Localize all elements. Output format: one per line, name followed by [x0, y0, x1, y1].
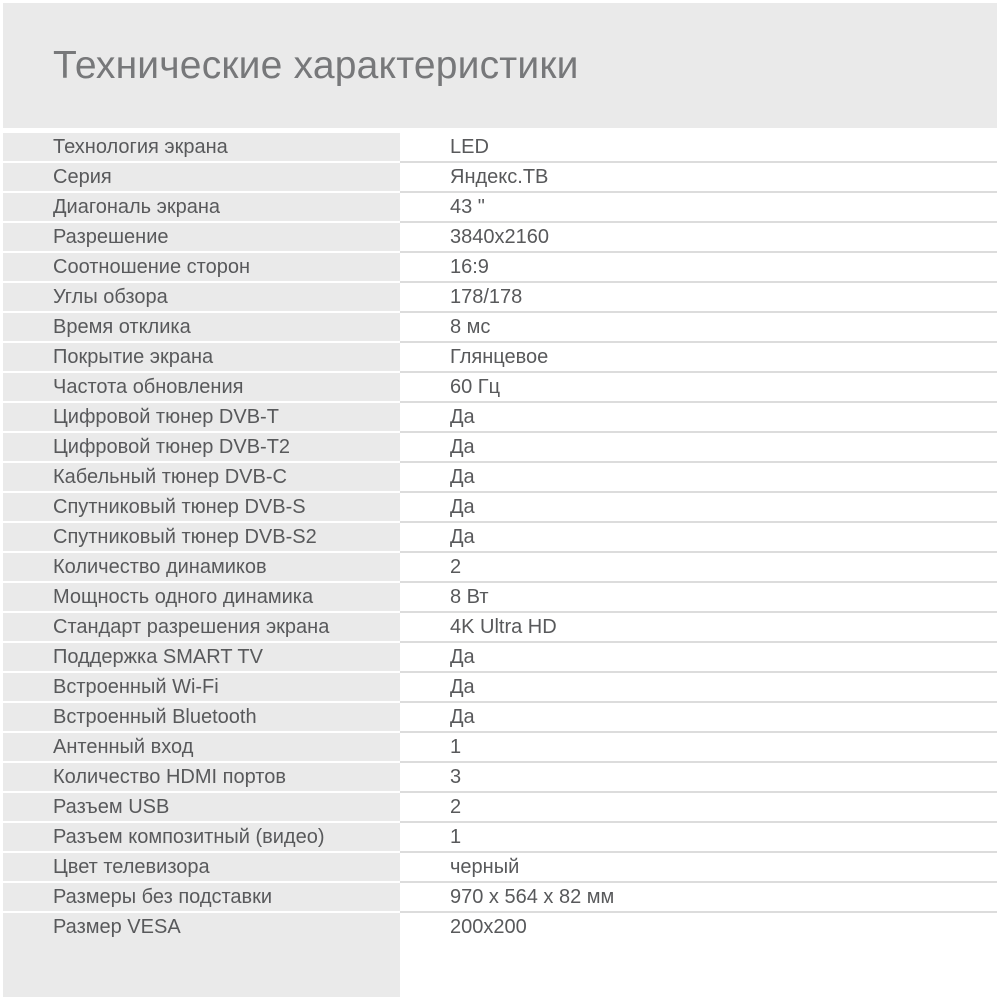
- spec-label: Размеры без подставки: [3, 883, 400, 913]
- spec-row: [3, 133, 997, 163]
- spec-label: Время отклика: [3, 313, 400, 343]
- spec-label: Спутниковый тюнер DVB-S2: [3, 523, 400, 553]
- spec-value: 4K Ultra HD: [400, 613, 997, 643]
- spec-label: Диагональ экрана: [3, 193, 400, 223]
- page-title: Технические характеристики: [53, 44, 579, 87]
- spec-value: Да: [400, 523, 997, 553]
- spec-label: Покрытие экрана: [3, 343, 400, 373]
- spec-label: Встроенный Wi-Fi: [3, 673, 400, 703]
- spec-row: [3, 853, 997, 883]
- spec-value: черный: [400, 853, 997, 883]
- spec-value: 1: [400, 823, 997, 853]
- spec-row: [3, 913, 997, 997]
- specs-header: [3, 3, 997, 128]
- spec-value: 8 Вт: [400, 583, 997, 613]
- spec-row: [3, 253, 997, 283]
- spec-label: Серия: [3, 163, 400, 193]
- spec-label: Углы обзора: [3, 283, 400, 313]
- spec-label: Частота обновления: [3, 373, 400, 403]
- spec-label: Встроенный Bluetooth: [3, 703, 400, 733]
- spec-row: [3, 523, 997, 553]
- spec-label: Разрешение: [3, 223, 400, 253]
- spec-value: 178/178: [400, 283, 997, 313]
- spec-value: LED: [400, 133, 997, 163]
- spec-row: [3, 283, 997, 313]
- spec-row: [3, 883, 997, 913]
- spec-label: Размер VESA: [3, 913, 400, 997]
- spec-label: Поддержка SMART TV: [3, 643, 400, 673]
- spec-row: [3, 403, 997, 433]
- spec-row: [3, 223, 997, 253]
- spec-label: Технология экрана: [3, 133, 400, 163]
- spec-row: [3, 763, 997, 793]
- spec-row: [3, 733, 997, 763]
- spec-row: [3, 583, 997, 613]
- spec-row: [3, 163, 997, 193]
- spec-value: Да: [400, 643, 997, 673]
- spec-value: 970 x 564 x 82 мм: [400, 883, 997, 913]
- spec-label: Разъем композитный (видео): [3, 823, 400, 853]
- spec-row: [3, 643, 997, 673]
- spec-row: [3, 373, 997, 403]
- spec-label: Соотношение сторон: [3, 253, 400, 283]
- spec-row: [3, 193, 997, 223]
- spec-row: [3, 553, 997, 583]
- spec-value: 8 мс: [400, 313, 997, 343]
- spec-row: [3, 493, 997, 523]
- spec-label: Цифровой тюнер DVB-T: [3, 403, 400, 433]
- spec-value: 3840x2160: [400, 223, 997, 253]
- spec-label: Количество динамиков: [3, 553, 400, 583]
- spec-value: Глянцевое: [400, 343, 997, 373]
- spec-label: Цифровой тюнер DVB-T2: [3, 433, 400, 463]
- spec-value: Да: [400, 703, 997, 733]
- spec-row: [3, 673, 997, 703]
- spec-label: Спутниковый тюнер DVB-S: [3, 493, 400, 523]
- spec-value: Да: [400, 433, 997, 463]
- spec-label: Антенный вход: [3, 733, 400, 763]
- spec-value: Да: [400, 673, 997, 703]
- spec-value: 16:9: [400, 253, 997, 283]
- spec-value: Яндекс.ТВ: [400, 163, 997, 193]
- spec-row: [3, 463, 997, 493]
- spec-label: Цвет телевизора: [3, 853, 400, 883]
- spec-row: [3, 823, 997, 853]
- spec-value: 2: [400, 553, 997, 583]
- spec-value: 43 ": [400, 193, 997, 223]
- spec-value: 2: [400, 793, 997, 823]
- spec-row: [3, 703, 997, 733]
- spec-label: Мощность одного динамика: [3, 583, 400, 613]
- spec-value: 200x200: [400, 913, 997, 997]
- spec-label: Количество HDMI портов: [3, 763, 400, 793]
- spec-label: Разъем USB: [3, 793, 400, 823]
- specs-table: [3, 133, 997, 997]
- spec-value: 3: [400, 763, 997, 793]
- spec-value: Да: [400, 493, 997, 523]
- spec-label: Стандарт разрешения экрана: [3, 613, 400, 643]
- spec-row: [3, 313, 997, 343]
- spec-row: [3, 613, 997, 643]
- spec-row: [3, 343, 997, 373]
- spec-row: [3, 433, 997, 463]
- spec-value: 60 Гц: [400, 373, 997, 403]
- spec-value: Да: [400, 463, 997, 493]
- spec-label: Кабельный тюнер DVB-C: [3, 463, 400, 493]
- spec-value: Да: [400, 403, 997, 433]
- spec-value: 1: [400, 733, 997, 763]
- spec-row: [3, 793, 997, 823]
